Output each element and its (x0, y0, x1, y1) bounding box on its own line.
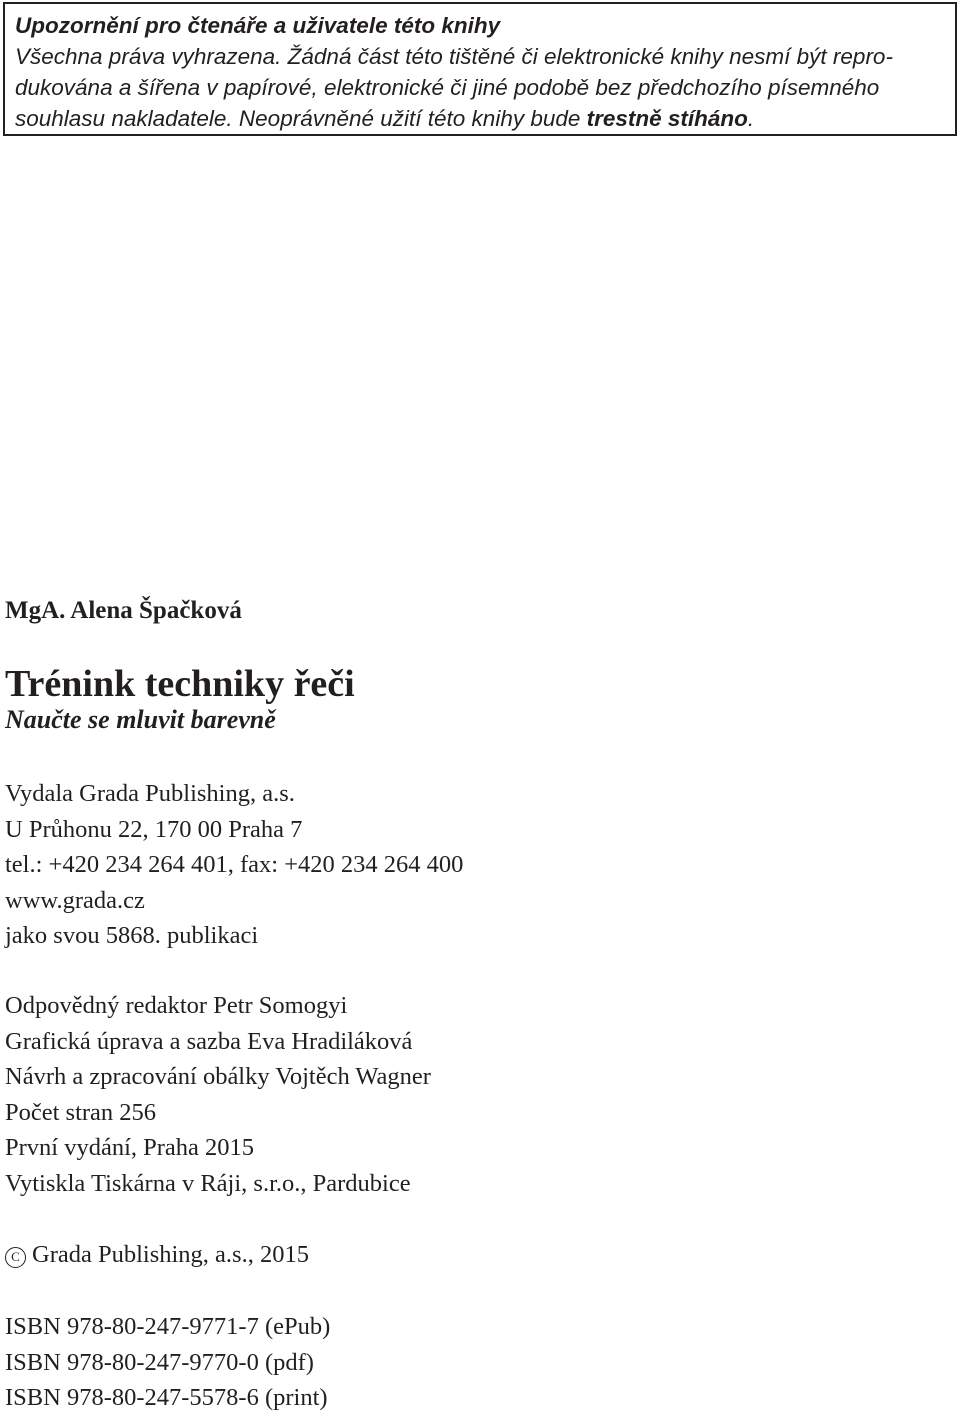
notice-line-2: dukována a šířena v papírové, elektronické či jiné podobě bez předchozího písemného (15, 75, 880, 100)
copyright-icon: C (5, 1247, 26, 1268)
notice-line-3-start: souhlasu nakladatele. Neoprávněné užití této knihy bude (15, 106, 587, 131)
publisher-website: www.grada.cz (5, 886, 145, 914)
copyright-line (5, 1237, 309, 1273)
notice-warning-emphasis: trestně stíháno (586, 106, 748, 131)
credit-typesetting: Grafická úprava a sazba Eva Hradiláková (5, 1027, 413, 1055)
copyright-notice-box (3, 2, 957, 136)
publication-number: jako svou 5868. publikaci (5, 922, 259, 949)
publisher-name: Vydala Grada Publishing, a.s. (5, 780, 295, 807)
notice-line-3 (15, 103, 945, 134)
isbn-pdf: ISBN 978-80-247-9770-0 (pdf) (5, 1348, 314, 1376)
notice-line-1: Všechna práva vyhrazena. Žádná část této tištěné či elektronické knihy nesmí být repro- (15, 44, 893, 69)
publisher-phone-fax: tel.: +420 234 264 401, fax: +420 234 264 400 (5, 851, 464, 878)
publisher-info (5, 776, 463, 954)
isbn-list (5, 1309, 330, 1416)
book-title: Trénink techniky řeči (5, 663, 355, 705)
credit-printer: Vytiskla Tiskárna v Ráji, s.r.o., Pardubice (5, 1169, 411, 1197)
credit-page-count: Počet stran 256 (5, 1098, 157, 1126)
credit-editor: Odpovědný redaktor Petr Somogyi (5, 992, 348, 1019)
isbn-print: ISBN 978-80-247-5578-6 (print) (5, 1384, 328, 1411)
credit-cover-design: Návrh a zpracování obálky Vojtěch Wagner (5, 1063, 431, 1090)
book-author: MgA. Alena Špačková (5, 597, 242, 624)
notice-title: Upozornění pro čtenáře a uživatele této knihy (15, 13, 501, 38)
credits (5, 988, 431, 1201)
copyright-holder: Grada Publishing, a.s., 2015 (32, 1241, 309, 1268)
notice-line-3-end: . (747, 106, 755, 131)
book-subtitle: Naučte se mluvit barevně (5, 705, 276, 734)
copyright-text-line (5, 1237, 309, 1273)
isbn-epub: ISBN 978-80-247-9771-7 (ePub) (5, 1313, 331, 1340)
credit-edition: První vydání, Praha 2015 (5, 1134, 255, 1161)
publisher-address: U Průhonu 22, 170 00 Praha 7 (5, 815, 303, 843)
